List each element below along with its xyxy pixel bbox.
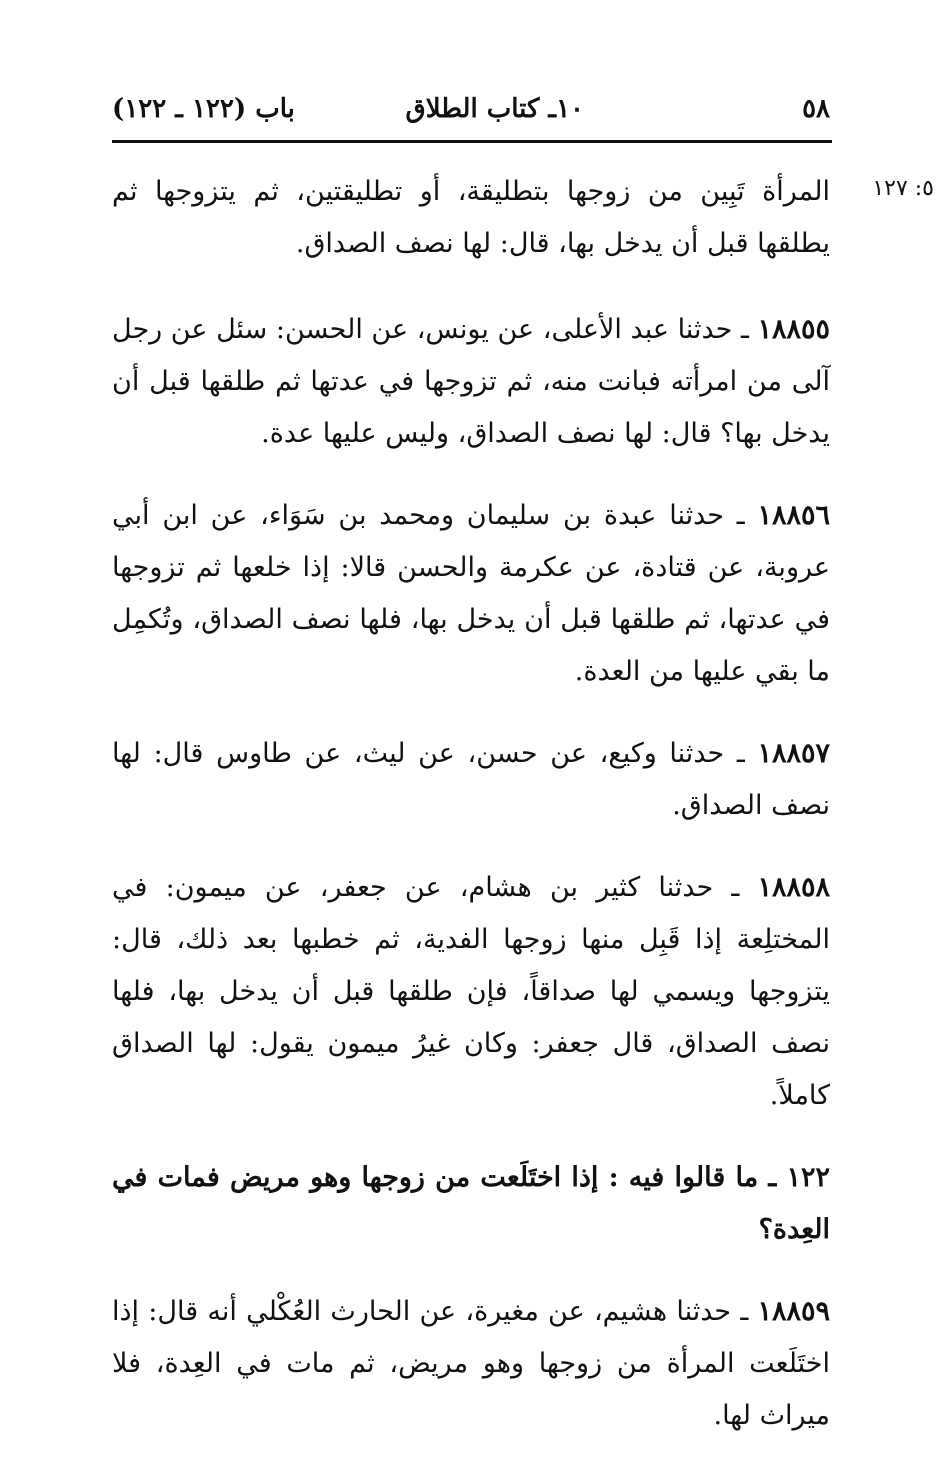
hadith-entry [112,728,830,832]
hadith-entry [112,1286,830,1442]
hadith-text: ـ حدثنا كثير بن هشام، عن جعفر، عن ميمون: في المختلِعة إذا قَبِل منها زوجها الفدية، ثم خطبها بعد ذلك، قال: يتزوجها ويسمي لها صداقاً، فإن طلقها قبل أن يدخل بها، فلها نصف الصداق، قال جعفر: وكان غيرُ ميمون يقول: لها الصداق كاملاً. [112,872,830,1111]
hadith-number: ١٨٨٥٩ [757,1296,830,1327]
hadith-text: ـ حدثنا عبد الأعلى، عن يونس، عن الحسن: سئل عن رجل آلى من امرأته فبانت منه، ثم تزوجها في عدتها ثم طلقها قبل أن يدخل بها؟ قال: لها نصف الصداق، وليس عليها عدة. [112,314,830,449]
hadith-number: ١٨٨٥٨ [757,872,830,903]
hadith-text: ـ حدثنا وكيع، عن حسن، عن ليث، عن طاوس قال: لها نصف الصداق. [112,738,830,821]
section-heading: ١٢٢ ـ ما قالوا فيه : إذا اختَلَعت من زوجها وهو مريض فمات في العِدة؟ [112,1162,830,1245]
hadith-text: ـ حدثنا عبدة بن سليمان ومحمد بن سَوَاء، عن ابن أبي عروبة، عن قتادة، عن عكرمة والحسن قالا: إذا خلعها ثم تزوجها في عدتها، ثم طلقها قبل أن يدخل بها، فلها نصف الصداق، وتُكمِل ما بقي عليها من العدة. [112,500,830,687]
chapter-title: باب (١٢٢ ـ ١٢٢) [112,94,295,124]
page-number: ٥٨ [802,94,830,124]
header-rule [112,140,832,143]
book-title: ١٠ـ كتاب الطلاق [405,94,584,124]
page-header [112,88,830,132]
page-body [112,166,830,1472]
hadith-entry [112,304,830,460]
hadith-entry [112,862,830,1122]
hadith-entry [112,490,830,698]
hadith-number: ١٨٨٥٧ [757,738,830,769]
intro-paragraph: المرأة تَبِين من زوجها بتطليقة، أو تطليقتين، ثم يتزوجها ثم يطلقها قبل أن يدخل بها، قال: لها نصف الصداق. [112,176,830,259]
hadith-number: ١٨٨٥٦ [757,500,830,531]
margin-reference: ٥: ١٢٧ [872,176,934,201]
hadith-number: ١٨٨٥٥ [757,314,830,345]
hadith-text: ـ حدثنا هشيم، عن مغيرة، عن الحارث العُكْلي أنه قال: إذا اختَلَعت المرأة من زوجها وهو مريض، ثم مات في العِدة، فلا ميراث لها. [112,1296,830,1431]
